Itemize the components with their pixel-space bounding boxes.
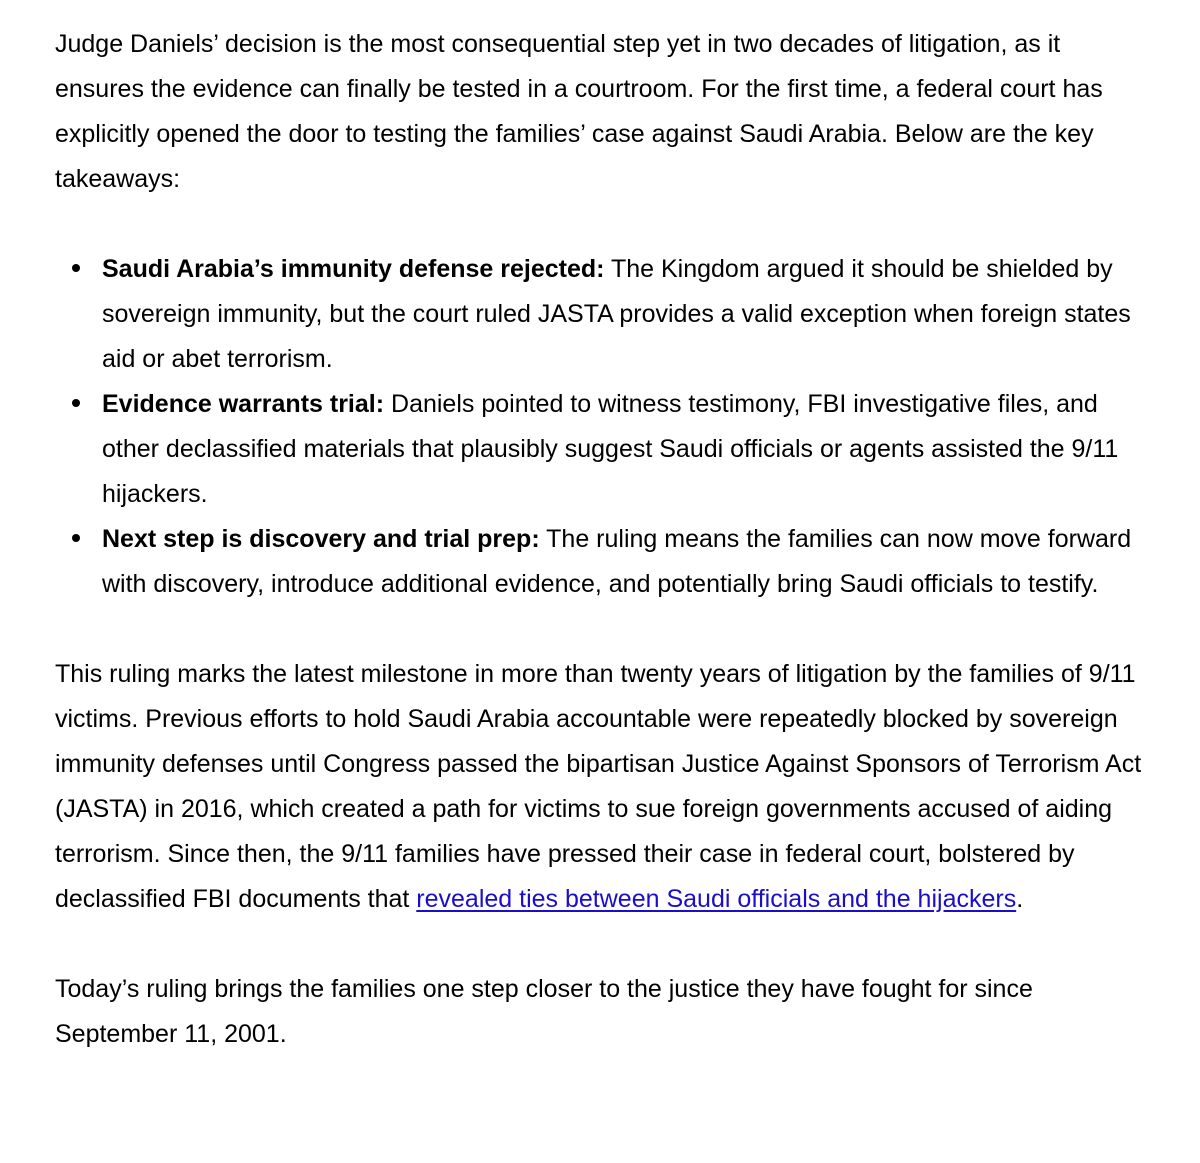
article-body — [55, 22, 1155, 1057]
takeaway-text: The Kingdom argued it should be shielded by sovereign immunity, but the court ruled JASTA provides a valid exception when foreign states aid or abet terrorism. — [102, 255, 1131, 373]
takeaway-heading: Saudi Arabia’s immunity defense rejected: — [102, 255, 605, 283]
bullet-icon — [70, 517, 82, 562]
takeaway-text: Daniels pointed to witness testimony, FBI investigative files, and other declassified materials that plausibly suggest Saudi officials or agents assisted the 9/11 hijackers. — [102, 390, 1119, 508]
history-paragraph — [55, 652, 1155, 922]
history-text-end: . — [1016, 885, 1024, 913]
takeaway-heading: Next step is discovery and trial prep: — [102, 525, 540, 553]
bullet-icon — [70, 247, 82, 292]
intro-paragraph: Judge Daniels’ decision is the most consequential step yet in two decades of litigation, as it ensures the evidence can finally be tested in a courtroom. For the first time, a federal court has explicitly opened the door to testing the families’ case against Saudi Arabia. Below are the key takeaways: — [55, 30, 1103, 193]
takeaway-item — [55, 247, 1155, 382]
closing-paragraph: Today’s ruling brings the families one step closer to the justice they have fought for since September 11, 2001. — [55, 975, 1033, 1048]
takeaway-text: The ruling means the families can now move forward with discovery, introduce additional evidence, and potentially bring Saudi officials to testify. — [102, 525, 1132, 598]
takeaway-item — [55, 517, 1155, 607]
takeaway-heading: Evidence warrants trial: — [102, 390, 385, 418]
history-text: This ruling marks the latest milestone in more than twenty years of litigation by the families of 9/11 victims. Previous efforts to hold Saudi Arabia accountable were repeatedly blocked by sovereign immunity defenses until Congress passed the bipartisan Justice Against Sponsors of Terrorism Act (JASTA) in 2016, which created a path for victims to sue foreign governments accused of aiding terrorism. Since then, the 9/11 families have pressed their case in federal court, bolstered by declassified FBI documents that — [55, 660, 1142, 913]
bullet-icon — [70, 382, 82, 427]
key-takeaways-list — [55, 247, 1155, 607]
fbi-documents-link[interactable]: revealed ties between Saudi officials and the hijackers — [416, 885, 1017, 913]
takeaway-item — [55, 382, 1155, 517]
